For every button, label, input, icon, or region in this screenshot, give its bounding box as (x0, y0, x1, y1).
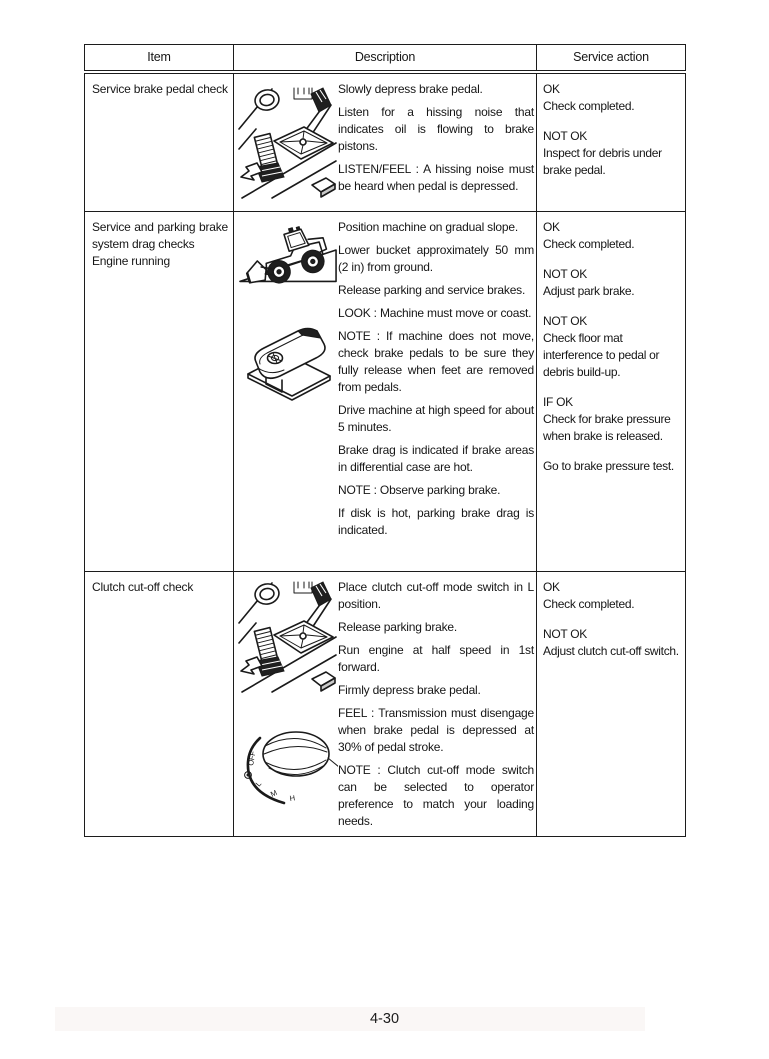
service-result-group (543, 266, 681, 300)
table-row (85, 212, 686, 572)
description-paragraph: Brake drag is indicated if brake areas in differential case are hot. (338, 443, 534, 474)
table-row (85, 72, 686, 212)
description-paragraph: LOOK : Machine must move or coast. (338, 306, 532, 320)
service-action-cell (537, 212, 686, 572)
description-paragraph: FEEL : Transmission must disengage when brake pedal is depressed at 30% of pedal stroke. (338, 706, 534, 754)
service-result-label: NOT OK (543, 627, 587, 641)
service-result-text: Check completed. (543, 99, 635, 113)
service-result-group (543, 458, 681, 475)
service-action-cell (537, 572, 686, 837)
operator-pedal-area-illustration (238, 579, 338, 694)
service-action-cell (537, 72, 686, 212)
description-paragraph: Release parking brake. (338, 620, 458, 634)
page-number: 4-30 (369, 1011, 400, 1027)
service-result-group (543, 219, 681, 253)
service-result-label: IF OK (543, 395, 573, 409)
service-result-group (543, 313, 681, 381)
description-paragraph: LISTEN/FEEL : A hissing noise must be heard when pedal is depressed. (338, 162, 534, 193)
column-header-item: Item (85, 45, 234, 73)
knob-label-off: OFF (246, 750, 258, 767)
column-header-description: Description (234, 45, 537, 73)
service-result-label: NOT OK (543, 314, 587, 328)
description-paragraph: If disk is hot, parking brake drag is indicated. (338, 506, 534, 537)
service-result-group (543, 394, 681, 445)
service-result-text: Check floor mat interference to pedal or debris build-up. (543, 331, 660, 379)
description-paragraph: Listen for a hissing noise that indicates oil is flowing to brake pistons. (338, 105, 534, 153)
service-result-text: Check completed. (543, 237, 635, 251)
service-result-group (543, 81, 681, 115)
description-cell (234, 572, 537, 837)
description-cell (234, 72, 537, 212)
service-result-text: Inspect for debris under brake pedal. (543, 146, 662, 177)
knob-label-m: M (269, 788, 279, 799)
description-paragraph: NOTE : If machine does not move, check brake pedals to be sure they fully release when feet are removed from pedals. (338, 329, 534, 394)
service-result-label: NOT OK (543, 129, 587, 143)
knob-label-h: H (289, 793, 296, 803)
description-paragraph: NOTE : Observe parking brake. (338, 483, 501, 497)
service-result-text: Go to brake pressure test. (543, 459, 674, 473)
service-result-text: Check for brake pressure when brake is released. (543, 412, 671, 443)
service-result-label: NOT OK (543, 267, 587, 281)
knob-label-l: L (253, 779, 264, 789)
column-header-service-action: Service action (537, 45, 686, 73)
description-paragraph: NOTE : Clutch cut-off mode switch can be selected to operator preference to match your loading needs. (338, 763, 534, 828)
description-paragraph: Position machine on gradual slope. (338, 220, 518, 234)
brake-pedal-illustration (240, 318, 336, 402)
service-result-group (543, 626, 681, 660)
service-check-table (84, 44, 686, 837)
table-header-row (85, 45, 686, 73)
item-title: Service brake pedal check (92, 82, 228, 96)
description-paragraph: Slowly depress brake pedal. (338, 82, 483, 96)
service-result-group (543, 128, 681, 179)
item-title: Clutch cut-off check (92, 580, 194, 594)
description-cell (234, 212, 537, 572)
item-cell (85, 572, 234, 837)
description-paragraph: Lower bucket approximately 50 mm (2 in) from ground. (338, 243, 534, 274)
wheel-loader-on-slope-illustration (237, 219, 339, 285)
item-cell (85, 212, 234, 572)
service-result-text: Adjust park brake. (543, 284, 635, 298)
service-result-label: OK (543, 580, 560, 594)
service-result-text: Adjust clutch cut-off switch. (543, 644, 679, 658)
service-result-group (543, 579, 681, 613)
item-cell (85, 72, 234, 212)
service-result-label: OK (543, 220, 560, 234)
service-result-text: Check completed. (543, 597, 635, 611)
description-paragraph: Release parking and service brakes. (338, 283, 526, 297)
service-result-label: OK (543, 82, 560, 96)
clutch-cut-off-mode-switch-illustration (238, 718, 338, 808)
description-paragraph: Run engine at half speed in 1st forward. (338, 643, 534, 674)
table-row (85, 572, 686, 837)
operator-pedal-area-illustration (238, 85, 338, 200)
description-paragraph: Firmly depress brake pedal. (338, 683, 481, 697)
description-paragraph: Drive machine at high speed for about 5 minutes. (338, 403, 534, 434)
description-paragraph: Place clutch cut-off mode switch in L position. (338, 580, 534, 611)
item-title: Service and parking brake system drag checks (92, 220, 228, 251)
item-subtitle: Engine running (92, 254, 170, 268)
